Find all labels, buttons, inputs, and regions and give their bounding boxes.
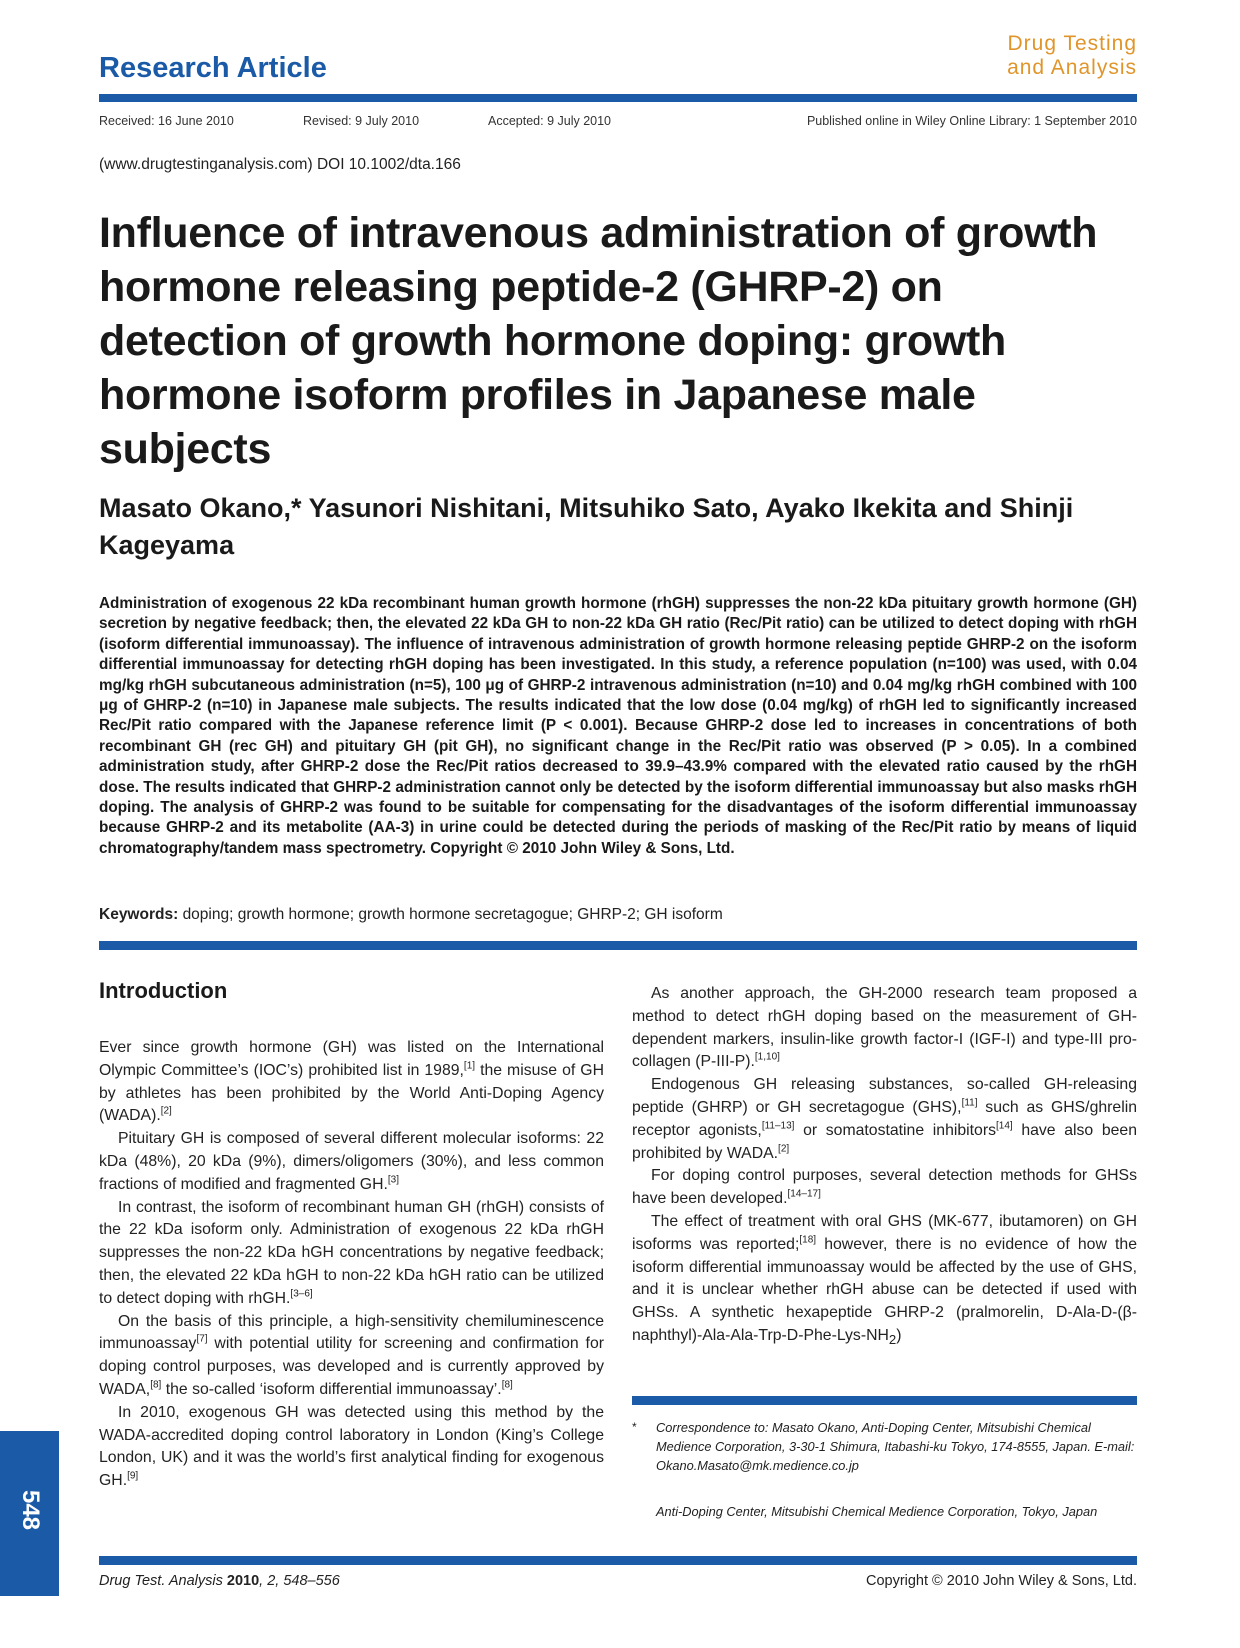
paragraph-text: ): [896, 1326, 902, 1344]
paragraph-text: The effect of treatment with oral GHS (MK-677, ibutamoren) on GH isoforms was reported;: [632, 1212, 1137, 1253]
keywords: [99, 906, 723, 924]
paragraph-text: Pituitary GH is composed of several different molecular isoforms: 22 kDa (48%), 20 kDa (9%), dimers/oligomers (30%), and less common fractions of modified and fragmented GH.: [99, 1130, 604, 1193]
body-paragraph: [632, 1165, 1137, 1211]
citation-ref[interactable]: [11]: [961, 1097, 978, 1109]
citation-ref[interactable]: [18]: [799, 1234, 817, 1246]
citation-pages: , 2, 548–556: [259, 1573, 340, 1589]
citation-ref[interactable]: [14]: [996, 1120, 1013, 1132]
right-column: [632, 983, 1137, 1352]
citation-ref[interactable]: [2]: [778, 1143, 790, 1155]
doi-line[interactable]: (www.drugtestinganalysis.com) DOI 10.1002/dta.166: [99, 156, 461, 173]
received-date: Received: 16 June 2010: [99, 114, 234, 128]
paragraph-text: with potential utility for screening and confirmation for doping control purposes, was developed and is currently approved by WADA,: [99, 1335, 604, 1398]
citation-ref[interactable]: [8]: [150, 1379, 162, 1391]
paragraph-text: the so-called ‘isoform differential immunoassay’.: [161, 1380, 502, 1398]
paragraph-text: such as GHS/ghrelin receptor agonists,: [632, 1098, 1137, 1139]
citation-journal: Drug Test. Analysis: [99, 1573, 223, 1589]
published-date: Published online in Wiley Online Library: 1 September 2010: [806, 114, 1137, 128]
paragraph-text: or somatostatine inhibitors: [794, 1121, 996, 1139]
citation-ref[interactable]: [3–6]: [290, 1288, 313, 1300]
paragraph-text: For doping control purposes, several detection methods for GHSs have been developed.: [632, 1167, 1137, 1208]
paragraph-text: however, there is no evidence of how the isoform differential immunoassay would be affected by the use of GHS, and it is unclear whether rhGH abuse can be detected if used with GHSs. A synthetic hexapeptide GHRP-2 (pralmorelin, D-Ala-D-(β-naphthyl)-Ala-Ala-Trp-D-Phe-Lys-NH: [632, 1235, 1137, 1344]
page-number-text: 548: [16, 1489, 44, 1531]
body-paragraph: [99, 1197, 604, 1311]
header-rule: [99, 94, 1137, 102]
journal-logo: [1007, 32, 1137, 80]
citation-ref[interactable]: [1,10]: [754, 1052, 780, 1064]
copyright-notice: Copyright © 2010 John Wiley & Sons, Ltd.: [865, 1573, 1137, 1589]
citation-year: 2010: [226, 1573, 260, 1589]
body-paragraph: [632, 1074, 1137, 1165]
subscript: 2: [888, 1332, 897, 1348]
citation-ref[interactable]: [11–13]: [761, 1120, 795, 1132]
journal-citation: [99, 1573, 340, 1589]
abstract: Administration of exogenous 22 kDa recombinant human growth hormone (rhGH) suppresses the non-22 kDa pituitary growth hormone (GH) secretion by negative feedback; then, the elevated 22 kDa GH to non-22 kDa GH ratio (Rec/Pit ratio) can be utilized to detect doping with rhGH (isoform differential immunoassay). The influence of intravenous administration of growth hormone releasing peptide GHRP-2 on the isoform differential immunoassay for detecting rhGH doping has been investigated. In this study, a reference population (n=100) was used, with 0.04 mg/kg rhGH subcutaneous administration (n=5), 100 μg of GHRP-2 intravenous administration (n=10) and 0.04 mg/kg rhGH combined with 100 μg of GHRP-2 (n=10) in Japanese male subjects. The results indicated that the low dose (0.04 mg/kg) of rhGH led to significantly increased Rec/Pit ratio compared with the Japanese reference limit (P < 0.001). Because GHRP-2 dose led to increases in concentrations of both recombinant GH (rec GH) and pituitary GH (pit GH), no significant change in the Rec/Pit ratio was observed (P > 0.05). In a combined administration study, after GHRP-2 dose the Rec/Pit ratios decreased to 39.9–43.9% compared with the elevated ratio caused by the rhGH dose. The results indicated that GHRP-2 administration cannot only be detected by the isoform differential immunoassay but also masks rhGH doping. The analysis of GHRP-2 was found to be suitable for compensating for the disadvantages of the isoform differential immunoassay because GHRP-2 and its metabolite (AA-3) in urine could be detected during the periods of masking of the Rec/Pit ratio by means of liquid chromatography/tandem mass spectrometry. Copyright © 2010 John Wiley & Sons, Ltd.: [99, 595, 1137, 857]
body-paragraph: [99, 1037, 604, 1128]
left-column: [99, 1037, 604, 1493]
paragraph-text: the misuse of GH by athletes has been prohibited by the World Anti-Doping Agency (WADA).: [99, 1061, 604, 1125]
paragraph-text: In contrast, the isoform of recombinant human GH (rhGH) consists of the 22 kDa isoform only. Administration of exogenous 22 kDa rhGH suppresses the non-22 kDa hGH concentrations by negative feedback; then, the elevated 22 kDa hGH to non-22 kDa hGH ratio can be utilized to detect doping with rhGH.: [99, 1198, 604, 1307]
footnote-marker: *: [632, 1420, 637, 1434]
article-title: Influence of intravenous administration of growth hormone releasing peptide-2 (GHRP-2) on detection of growth hormone doping: growth hormone isoform profiles in Japanese male subjects: [99, 209, 1098, 473]
paragraph-text: On the basis of this principle, a high-sensitivity chemiluminescence immunoassay: [99, 1312, 604, 1353]
citation-ref[interactable]: [7]: [196, 1334, 208, 1346]
paragraph-text: In 2010, exogenous GH was detected using this method by the WADA-accredited doping control laboratory in London (King’s College London, UK) and it was the world’s first analytical finding for exogenous GH.: [99, 1403, 604, 1490]
section-label: Research Article: [99, 52, 327, 84]
correspondence-text: Correspondence to: Masato Okano, Anti-Doping Center, Mitsubishi Chemical Medience Corporation, 3-30-1 Shimura, Itabashi-ku Tokyo, 174-8555, Japan. E-mail: Okano.Masato@mk.medience.co.jp: [656, 1420, 1135, 1473]
introduction-heading: Introduction: [99, 978, 228, 1003]
citation-ref[interactable]: [2]: [160, 1106, 172, 1118]
footer-rule: [99, 1556, 1137, 1565]
correspondence-footnote: [632, 1418, 1137, 1475]
abstract-rule: [99, 941, 1137, 950]
paragraph-text: Ever since growth hormone (GH) was listed on the International Olympic Committee’s (IOC’s) prohibited list in 1989,: [99, 1039, 604, 1079]
body-paragraph: [99, 1128, 604, 1196]
citation-ref[interactable]: [8]: [501, 1379, 513, 1391]
keywords-list: doping; growth hormone; growth hormone secretagogue; GHRP-2; GH isoform: [182, 906, 723, 923]
body-paragraph: [99, 1311, 604, 1402]
citation-ref[interactable]: [3]: [387, 1174, 400, 1186]
journal-logo-line1: Drug Testing: [1007, 32, 1137, 55]
journal-logo-line2: and Analysis: [1007, 56, 1137, 79]
citation-ref[interactable]: [14–17]: [787, 1188, 821, 1200]
author-list: Masato Okano,* Yasunori Nishitani, Mitsuhiko Sato, Ayako Ikekita and Shinji Kageyama: [99, 493, 1074, 560]
paragraph-text: have also been prohibited by WADA.: [632, 1121, 1137, 1162]
revised-date: Revised: 9 July 2010: [303, 114, 420, 128]
affiliation: Anti-Doping Center, Mitsubishi Chemical Medience Corporation, Tokyo, Japan: [656, 1504, 1098, 1519]
body-paragraph: [632, 983, 1137, 1074]
paragraph-text: As another approach, the GH-2000 research team proposed a method to detect rhGH doping based on the measurement of GH-dependent markers, insulin-like growth factor-I (IGF-I) and type-III pro-collagen (P-III-P).: [632, 985, 1137, 1071]
citation-ref[interactable]: [9]: [127, 1470, 139, 1482]
accepted-date: Accepted: 9 July 2010: [488, 114, 611, 128]
body-paragraph: [632, 1211, 1137, 1352]
paragraph-text: Endogenous GH releasing substances, so-called GH-releasing peptide (GHRP) or GH secretagogue (GHS),: [632, 1076, 1137, 1116]
keywords-label: Keywords:: [99, 906, 179, 923]
page-number: [6, 1470, 54, 1550]
body-paragraph: [99, 1402, 604, 1493]
footnote-rule: [632, 1396, 1137, 1405]
citation-ref[interactable]: [1]: [463, 1060, 476, 1072]
